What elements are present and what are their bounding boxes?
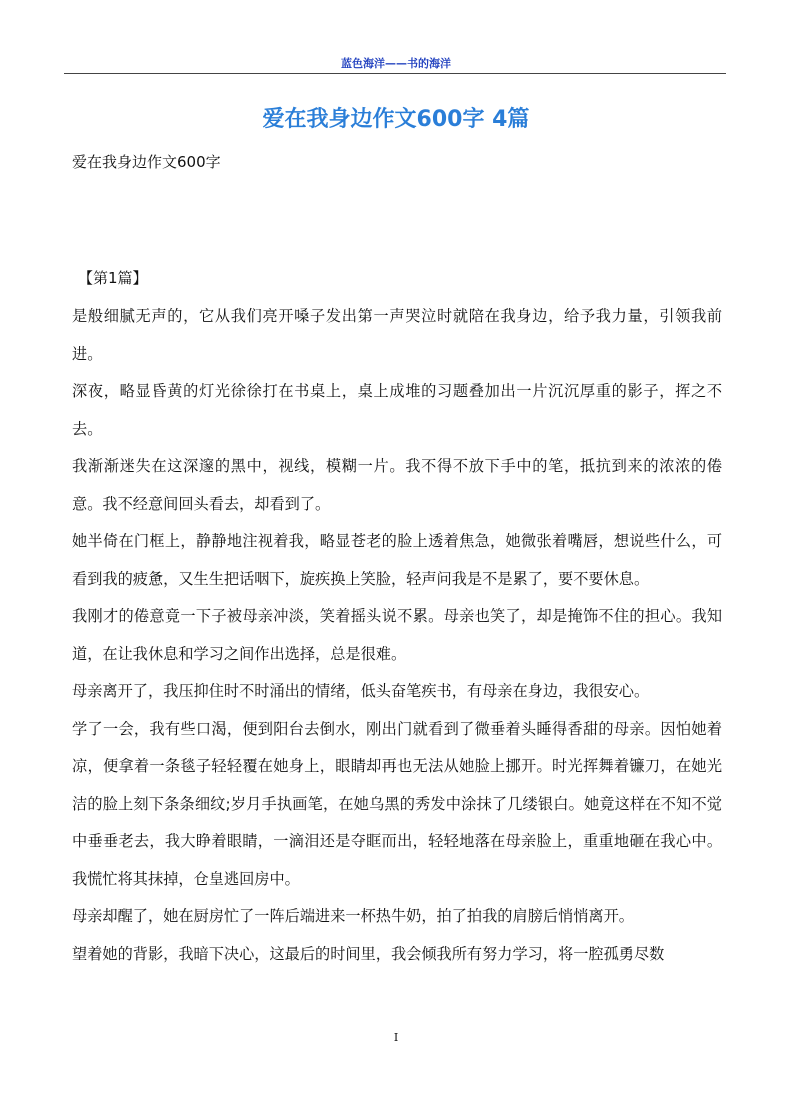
paragraph: 是般细腻无声的，它从我们亮开嗓子发出第一声哭泣时就陪在我身边，给予我力量，引领我前进。 [72, 307, 722, 363]
paragraph: 母亲离开了，我压抑住时不时涌出的情绪，低头奋笔疾书，有母亲在身边，我很安心。 [72, 682, 650, 700]
article-body [72, 298, 722, 973]
page-number: I [393, 1031, 399, 1044]
paragraph: 母亲却醒了，她在厨房忙了一阵后端进来一杯热牛奶，拍了拍我的肩膀后悄悄离开。 [72, 907, 634, 925]
header-divider [64, 73, 726, 74]
paragraph: 望着她的背影，我暗下决心，这最后的时间里，我会倾我所有努力学习，将一腔孤勇尽数 [72, 944, 665, 963]
running-header: 蓝色海洋——书的海洋 [341, 57, 451, 70]
document-title: 爱在我身边作文600字 4篇 [262, 107, 530, 132]
paragraph: 她半倚在门框上，静静地注视着我，略显苍老的脸上透着焦急，她微张着嘴唇，想说些什么，可看到我的疲惫，又生生把话咽下，旋疾换上笑脸，轻声问我是不是累了，要不要休息。 [72, 532, 722, 588]
section-label: 【第1篇】 [78, 269, 148, 287]
paragraph: 学了一会，我有些口渴，便到阳台去倒水，刚出门就看到了微垂着头睡得香甜的母亲。因怕她着凉，便拿着一条毯子轻轻覆在她身上，眼睛却再也无法从她脸上挪开。时光挥舞着镰刀，在她光洁的脸上刻下条条细纹;岁月手执画笔，在她乌黑的秀发中涂抹了几缕银白。她竟这样在不知不觉中垂垂老去，我大睁着眼睛，一滴泪还是夺眶而出，轻轻地落在母亲脸上，重重地砸在我心中。我慌忙将其抹掉，仓皇逃回房中。 [72, 719, 722, 888]
paragraph: 我渐渐迷失在这深邃的黑中，视线，模糊一片。我不得不放下手中的笔，抵抗到来的浓浓的倦意。我不经意间回头看去，却看到了。 [72, 457, 722, 513]
paragraph: 我刚才的倦意竟一下子被母亲冲淡，笑着摇头说不累。母亲也笑了，却是掩饰不住的担心。我知道，在让我休息和学习之间作出选择，总是很难。 [72, 607, 722, 663]
document-subtitle: 爱在我身边作文600字 [72, 153, 221, 171]
paragraph: 深夜，略显昏黄的灯光徐徐打在书桌上，桌上成堆的习题叠加出一片沉沉厚重的影子，挥之不去。 [72, 382, 722, 438]
